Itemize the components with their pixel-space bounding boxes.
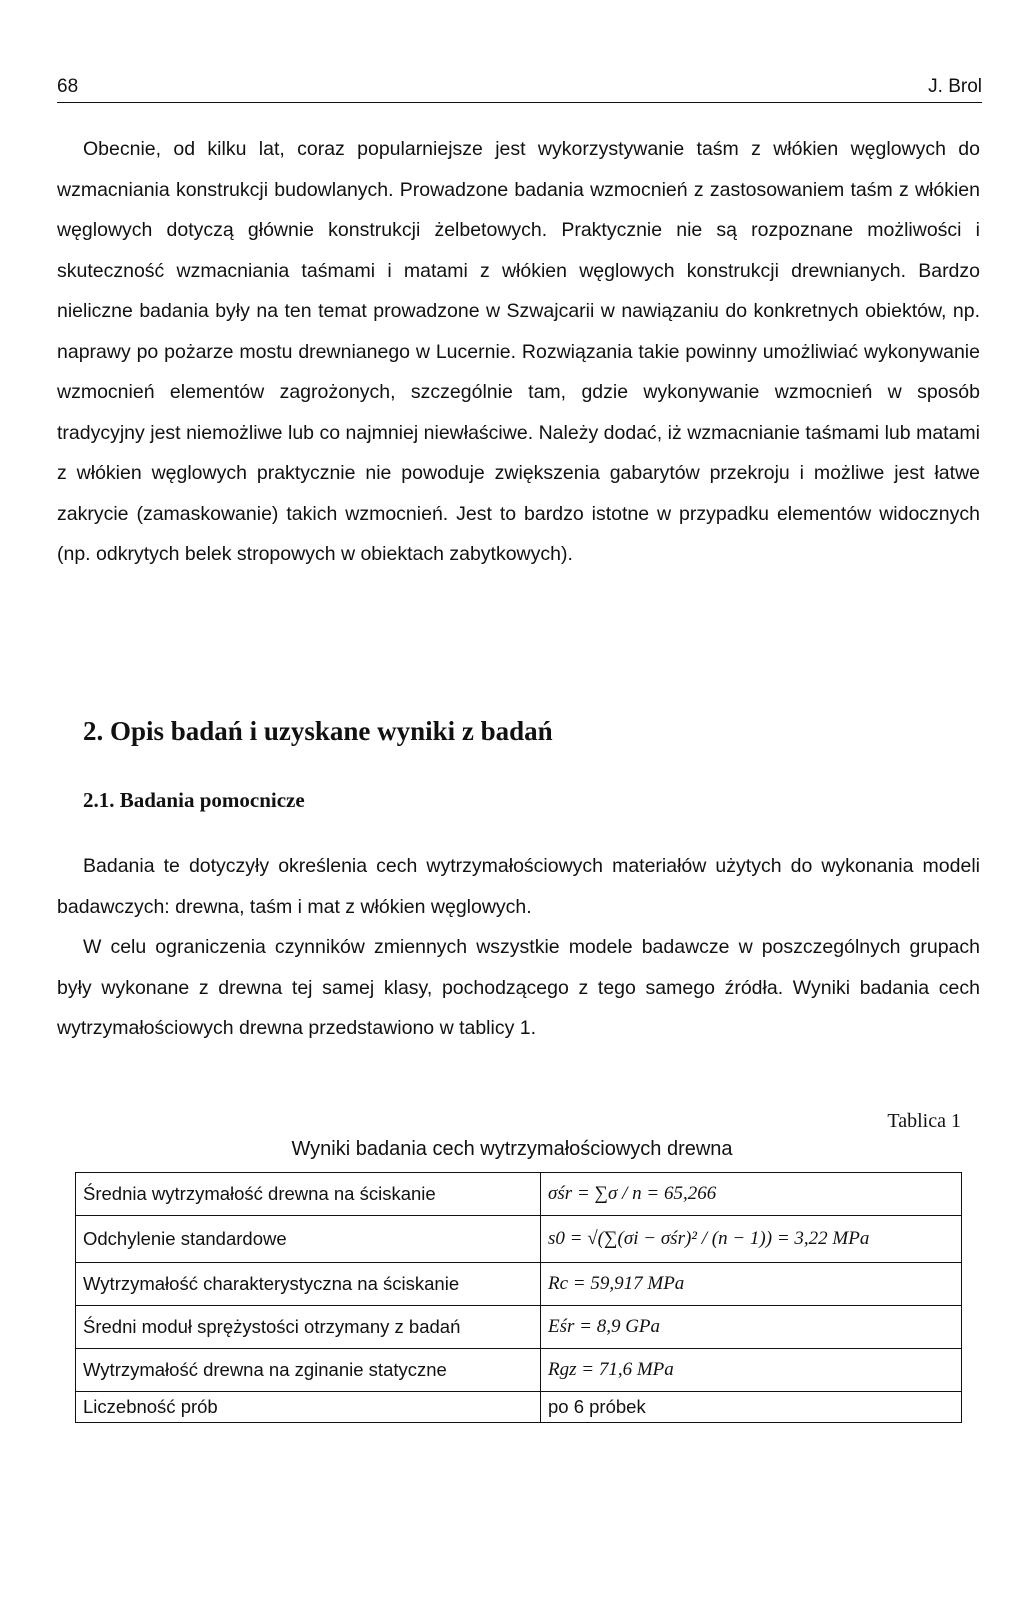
table-label: Tablica 1 [887,1110,961,1132]
row-label: Odchylenie standardowe [76,1216,541,1263]
table-row [76,1306,962,1349]
row-formula: po 6 próbek [541,1392,962,1423]
row-formula: Eśr = 8,9 GPa [541,1306,962,1349]
table-caption: Wyniki badania cech wytrzymałościowych drewna [291,1138,733,1160]
row-label: Wytrzymałość charakterystyczna na ściskanie [76,1263,541,1306]
row-label: Średni moduł sprężystości otrzymany z badań [76,1306,541,1349]
running-author: J. Brol [928,76,982,97]
page-number: 68 [57,76,79,97]
running-header [57,76,982,103]
row-label: Średnia wytrzymałość drewna na ściskanie [76,1173,541,1216]
section-heading: 2. Opis badań i uzyskane wyniki z badań [83,716,553,746]
paragraph-wood-class: W celu ograniczenia czynników zmiennych wszystkie modele badawcze w poszczególnych grupach były wykonane z drewna tej samej klasy, pochodzącego z tego samego źródła. Wyniki badania cech wytrzymałościowych drewna przedstawiono w tablicy 1. [57,936,980,1039]
subsection-heading: 2.1. Badania pomocnicze [83,788,305,812]
subsection-body [57,846,980,1049]
row-formula: Rc = 59,917 MPa [541,1263,962,1306]
table-row [76,1173,962,1216]
paragraph-materials: Badania te dotyczyły określenia cech wytrzymałościowych materiałów użytych do wykonania modeli badawczych: drewna, taśm i mat z włókien węglowych. [57,855,980,918]
paragraph-intro: Obecnie, od kilku lat, coraz popularniejsze jest wykorzystywanie taśm z włókien węglowych do wzmacniania konstrukcji budowlanych. Prowadzone badania wzmocnień z zastosowaniem taśm z włókien węglowych dotyczą głównie konstrukcji żelbetowych. Praktycznie nie są rozpoznane możliwości i skuteczność wzmacniania taśmami i matami z włókien węglowych konstrukcji drewnianych. Bardzo nieliczne badania były na ten temat prowadzone w Szwajcarii w nawiązaniu do konkretnych obiektów, np. naprawy po pożarze mostu drewnianego w Lucernie. Rozwiązania takie powinny umożliwiać wykonywanie wzmocnień elementów zagrożonych, szczególnie tam, gdzie wykonywanie wzmocnień w sposób tradycyjny jest niemożliwe lub co najmniej niewłaściwe. Należy dodać, iż wzmacnianie taśmami lub matami z włókien węglowych praktycznie nie powoduje zwiększenia gabarytów przekroju i możliwe jest łatwe zakrycie (zamaskowanie) takich wzmocnień. Jest to bardzo istotne w przypadku elementów widocznych (np. odkrytych belek stropowych w obiektach zabytkowych). [57,138,980,565]
results-table [75,1172,962,1423]
row-formula: σśr = ∑σ / n = 65,266 [541,1173,962,1216]
table-row [76,1392,962,1423]
row-formula: Rgz = 71,6 MPa [541,1349,962,1392]
row-formula: s0 = √(∑(σi − σśr)² / (n − 1)) = 3,22 MPa [541,1216,962,1263]
row-label: Wytrzymałość drewna na zginanie statyczne [76,1349,541,1392]
table-row [76,1263,962,1306]
table-row [76,1349,962,1392]
table-row [76,1216,962,1263]
row-label: Liczebność prób [76,1392,541,1423]
